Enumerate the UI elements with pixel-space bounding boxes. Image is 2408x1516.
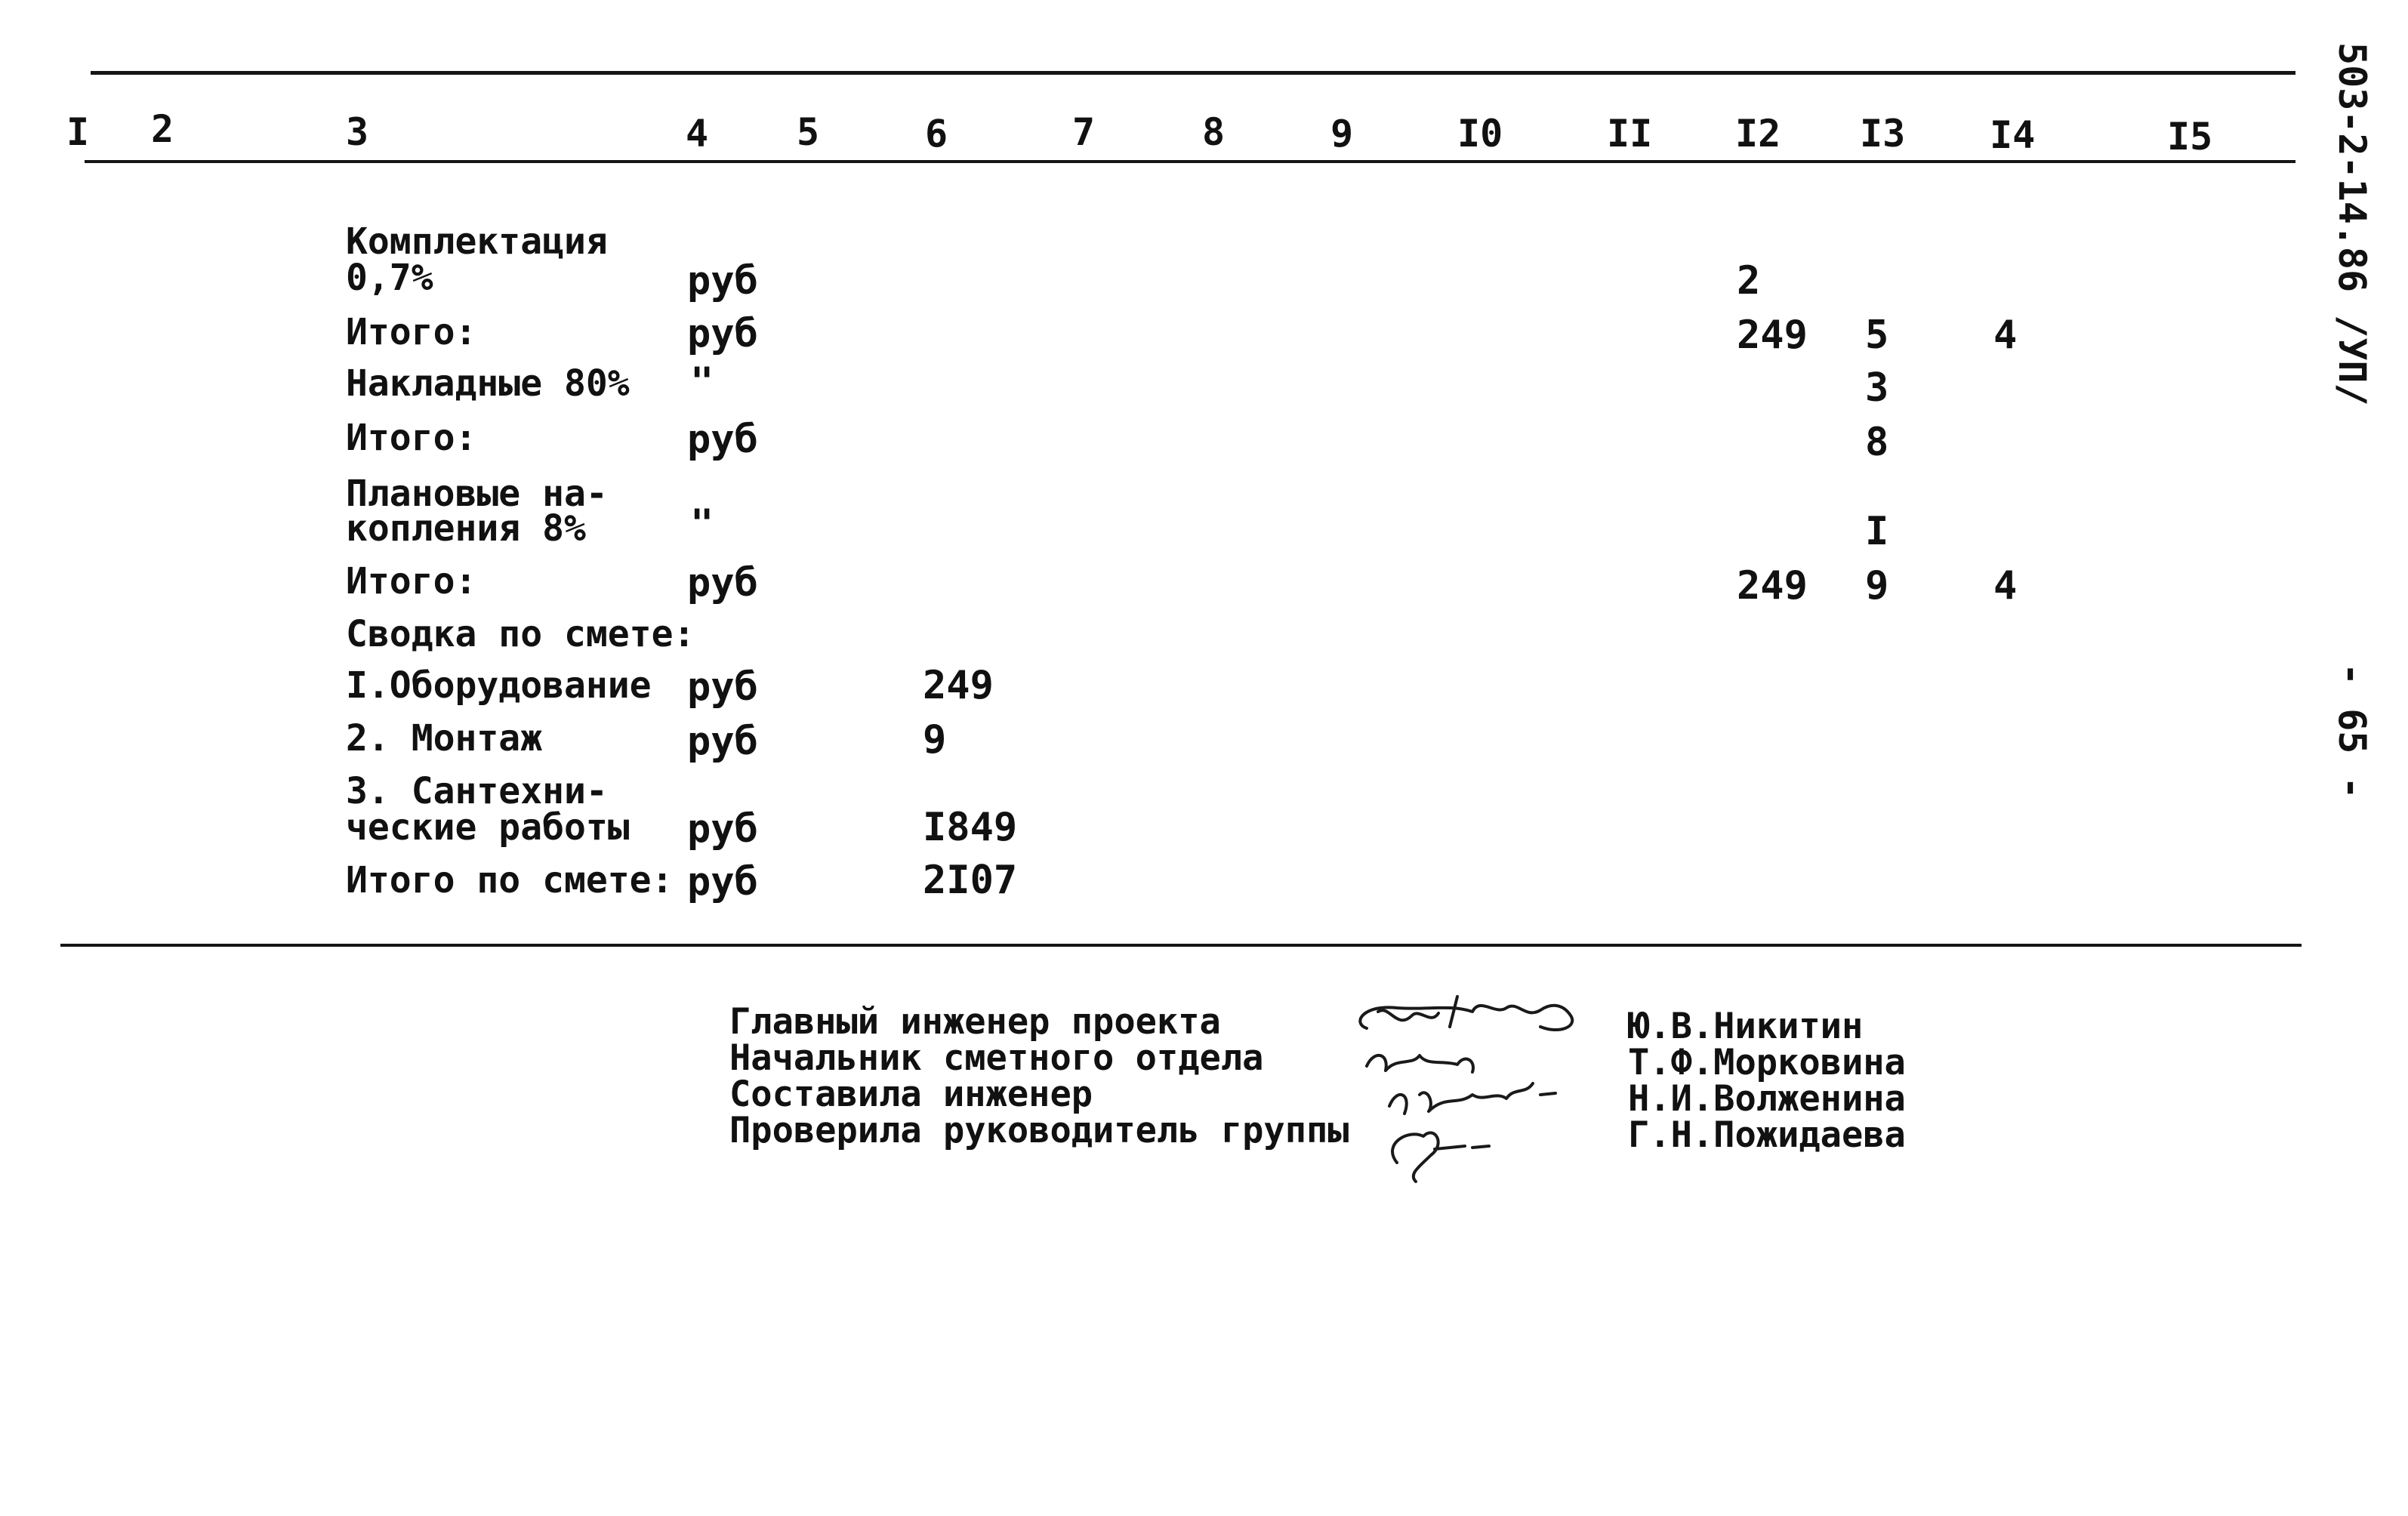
table-header-rule xyxy=(85,160,2295,163)
signature-role-3: Составила инженер xyxy=(729,1074,1093,1115)
row-4-label: Итого: xyxy=(346,417,477,459)
header-col-8: 8 xyxy=(1202,110,1226,154)
signature-role-4: Проверила руководитель группы xyxy=(729,1110,1349,1151)
row-4-unit: руб xyxy=(687,417,758,462)
row-10-unit: руб xyxy=(687,806,758,852)
row-6-label: Итого: xyxy=(346,560,477,602)
row-10-label-line1: 3. Сантехни- xyxy=(346,770,608,812)
header-col-1: I xyxy=(66,110,90,154)
row-3-unit: " xyxy=(690,359,714,405)
row-2-col14: 4 xyxy=(1993,313,2018,358)
row-10-label-line2: ческие работы xyxy=(346,806,630,849)
table-bottom-rule xyxy=(60,944,2302,947)
row-11-col6: 2I07 xyxy=(923,858,1018,903)
row-2-col12: 249 xyxy=(1737,313,1808,358)
header-col-2: 2 xyxy=(151,107,174,151)
row-9-unit: руб xyxy=(687,719,758,764)
row-4-col13: 8 xyxy=(1865,420,1889,465)
header-col-14: I4 xyxy=(1990,113,2036,157)
row-6-col12: 249 xyxy=(1737,563,1808,609)
row-6-col14: 4 xyxy=(1993,563,2018,609)
row-2-label: Итого: xyxy=(346,311,477,353)
row-8-col6: 249 xyxy=(923,663,994,708)
table-top-rule xyxy=(91,71,2295,75)
header-col-6: 6 xyxy=(925,112,948,156)
row-3-label: Накладные 80% xyxy=(346,362,630,405)
row-6-col13: 9 xyxy=(1865,563,1889,609)
handwritten-signatures xyxy=(1344,981,1616,1193)
row-9-label: 2. Монтаж xyxy=(346,717,543,760)
document-code: 503-2-14.86 /УП/ xyxy=(2330,42,2374,406)
header-col-9: 9 xyxy=(1330,112,1354,156)
header-col-4: 4 xyxy=(686,112,709,156)
row-7-label: Сводка по смете: xyxy=(346,613,695,655)
row-10-col6: I849 xyxy=(923,805,1018,850)
row-5-col13: I xyxy=(1865,509,1889,554)
signature-role-2: Начальник сметного отдела xyxy=(729,1037,1264,1079)
row-11-label: Итого по смете: xyxy=(346,859,674,901)
row-5-label-line2: копления 8% xyxy=(346,507,586,550)
row-3-col13: 3 xyxy=(1865,365,1889,411)
header-col-7: 7 xyxy=(1072,110,1096,154)
header-col-10: I0 xyxy=(1457,112,1503,156)
row-1-col12: 2 xyxy=(1737,258,1761,304)
header-col-15: I5 xyxy=(2167,115,2213,159)
signature-name-1: Ю.В.Никитин xyxy=(1628,1006,1864,1047)
row-9-col6: 9 xyxy=(923,717,947,763)
row-1-label-line2: 0,7% xyxy=(346,257,433,299)
row-8-unit: руб xyxy=(687,664,758,710)
header-col-11: II xyxy=(1607,112,1653,156)
row-2-col13: 5 xyxy=(1865,313,1889,358)
row-2-unit: руб xyxy=(687,311,758,356)
header-col-13: I3 xyxy=(1860,112,1906,156)
row-5-unit: " xyxy=(690,501,714,547)
signature-name-2: Т.Ф.Морковина xyxy=(1628,1042,1906,1083)
header-col-5: 5 xyxy=(797,110,820,154)
signature-name-4: Г.Н.Пожидаева xyxy=(1628,1114,1906,1156)
row-8-label: I.Оборудование xyxy=(346,664,652,707)
header-col-12: I2 xyxy=(1735,112,1781,156)
page-number: - 65 - xyxy=(2330,663,2374,800)
row-5-label-line1: Плановые на- xyxy=(346,473,608,515)
row-11-unit: руб xyxy=(687,859,758,904)
signature-role-1: Главный инженер проекта xyxy=(729,1001,1221,1043)
header-col-3: 3 xyxy=(346,110,369,154)
signature-name-3: Н.И.Волженина xyxy=(1628,1078,1906,1120)
row-6-unit: руб xyxy=(687,560,758,605)
row-1-unit: руб xyxy=(687,258,758,304)
row-1-label-line1: Комплектация xyxy=(346,220,608,263)
